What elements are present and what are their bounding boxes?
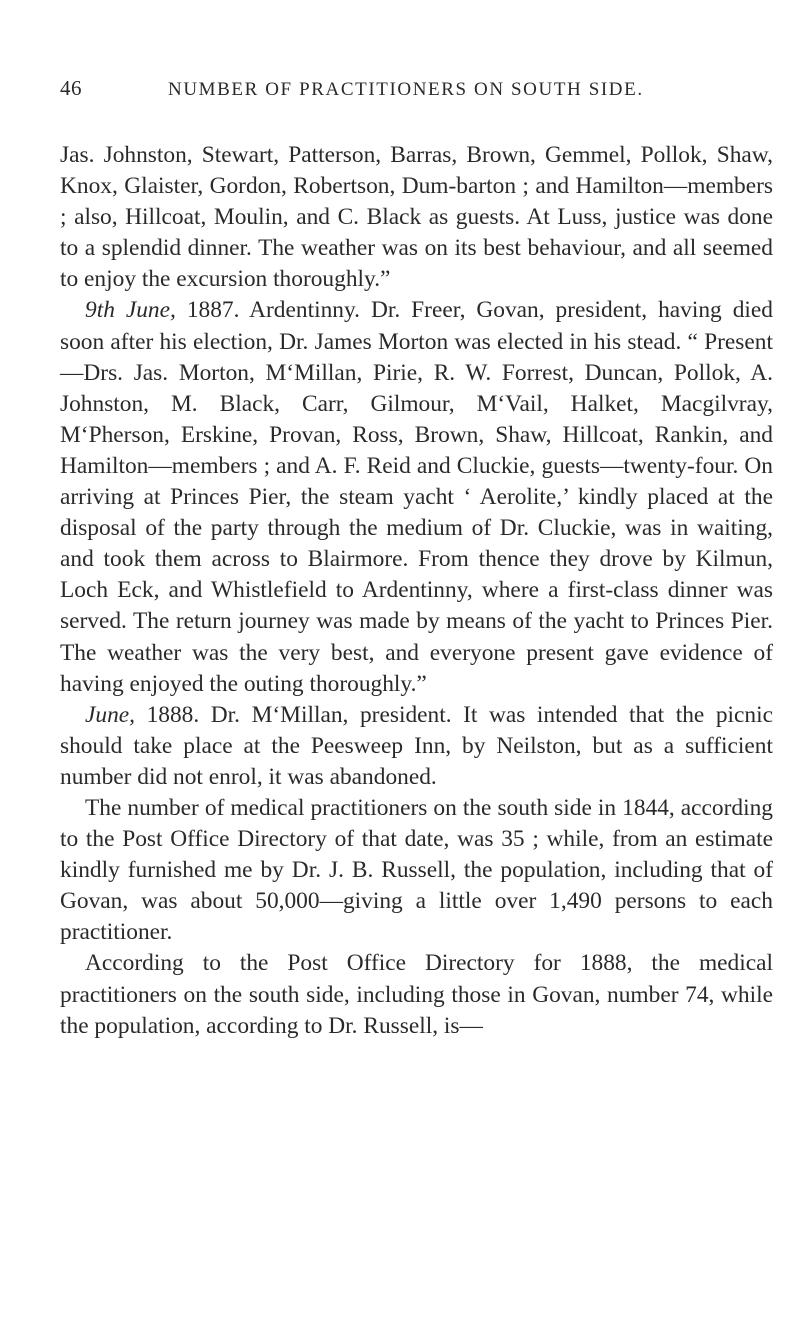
paragraph-1887-excursion [60,295,773,699]
paragraph-text: According to the Post Office Directory for 1888, the medical practitioners on the south side, including those in Govan, number 74, while the population, according to Dr. Russell, is— [60,950,773,1039]
page-number: 46 [60,76,82,100]
paragraph-date: June, [85,701,136,728]
running-header [60,76,760,104]
paragraph-text: Jas. Johnston, Stewart, Patterson, Barras, Brown, Gemmel, Pollok, Shaw, Knox, Glaister, Gordon, Robertson, Dum-barton ; and Hamilton—members ; also, Hillcoat, Moulin, and C. Black as guests. At Luss, justice was done to a splendid dinner. The weather was on its best behaviour, and all seemed to enjoy the excursion thoroughly.” [60,142,773,293]
paragraph-1888-count [60,948,773,1041]
running-title: NUMBER OF PRACTITIONERS ON SOUTH SIDE. [168,79,644,100]
paragraph-date: 9th June, [85,297,176,324]
paragraph-text: 1887. Ardentinny. Dr. Freer, Govan, president, having died soon after his election, Dr. James Morton was elected in his stead. “ Present—Drs. Jas. Morton, M‘Millan, Pirie, R. W. Forrest, Duncan, Pollok, A. Johnston, M. Black, Carr, Gilmour, M‘Vail, Halket, Macgilvray, M‘Pherson, Erskine, Provan, Ross, Brown, Shaw, Hillcoat, Rankin, and Hamilton—members ; and A. F. Reid and Cluckie, guests—twenty-four. On arriving at Princes Pier, the steam yacht ‘ Aerolite,’ kindly placed at the disposal of the party through the medium of Dr. Cluckie, was in waiting, and took them across to Blairmore. From thence they drove by Kilmun, Loch Eck, and Whistlefield to Ardentinny, where a first-class dinner was served. The return journey was made by means of the yacht to Princes Pier. The weather was the very best, and everyone present gave evidence of having enjoyed the outing thoroughly.” [60,297,773,697]
paragraph-1844-count [60,793,773,948]
paragraph-1888-picnic [60,700,773,793]
paragraph-continuation [60,140,773,295]
paragraph-text: The number of medical practitioners on the south side in 1844, according to the Post Office Directory of that date, was 35 ; while, from an estimate kindly furnished me by Dr. J. B. Russell, the population, including that of Govan, was about 50,000—giving a little over 1,490 persons to each practitioner. [60,794,773,946]
paragraph-text: 1888. Dr. M‘Millan, president. It was intended that the picnic should take place at the Peesweep Inn, by Neilston, but as a sufficient number did not enrol, it was abandoned. [60,701,773,790]
body-text [60,140,773,1042]
